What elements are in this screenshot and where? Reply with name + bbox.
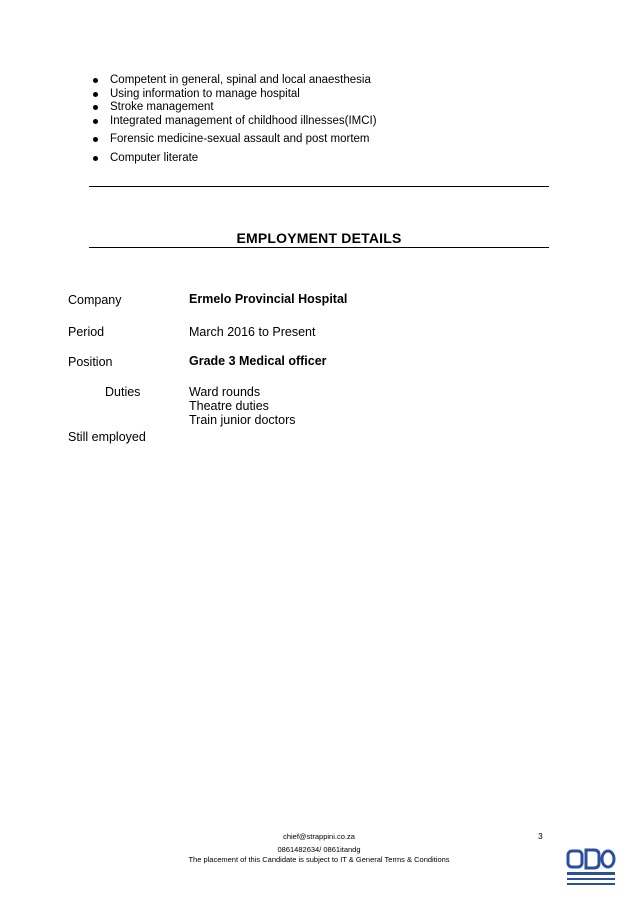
footer-terms: The placement of this Candidate is subject to IT & General Terms & Conditions xyxy=(188,855,450,864)
divider-top xyxy=(89,186,549,187)
logo-graphic xyxy=(566,845,616,891)
skill-item: Integrated management of childhood illnesses(IMCI) xyxy=(90,115,550,129)
footer-email: chief@strappini.co.za xyxy=(283,832,355,841)
footer-phone: 0861482634/ 0861itandg xyxy=(277,845,361,854)
page-number: 3 xyxy=(538,831,543,841)
skill-item: Stroke management xyxy=(90,101,550,115)
company-value: Ermelo Provincial Hospital xyxy=(189,292,348,306)
section-title: EMPLOYMENT DETAILS xyxy=(236,230,402,246)
company-label: Company xyxy=(68,293,122,307)
company-logo xyxy=(566,845,616,891)
period-value: March 2016 to Present xyxy=(189,325,316,339)
skill-item: Competent in general, spinal and local anaesthesia xyxy=(90,74,550,88)
position-value: Grade 3 Medical officer xyxy=(189,354,327,368)
duty-item: Theatre duties xyxy=(189,399,269,413)
duties-label: Duties xyxy=(105,385,141,399)
period-label: Period xyxy=(68,325,105,339)
employment-status: Still employed xyxy=(68,430,146,444)
duty-item: Train junior doctors xyxy=(189,413,296,427)
position-label: Position xyxy=(68,355,113,369)
skill-item: Using information to manage hospital xyxy=(90,88,550,102)
skill-item: Computer literate xyxy=(90,152,550,166)
skill-item: Forensic medicine-sexual assault and post mortem xyxy=(90,133,550,147)
duty-item: Ward rounds xyxy=(189,385,261,399)
divider-section xyxy=(89,247,549,248)
skills-list xyxy=(90,74,550,165)
